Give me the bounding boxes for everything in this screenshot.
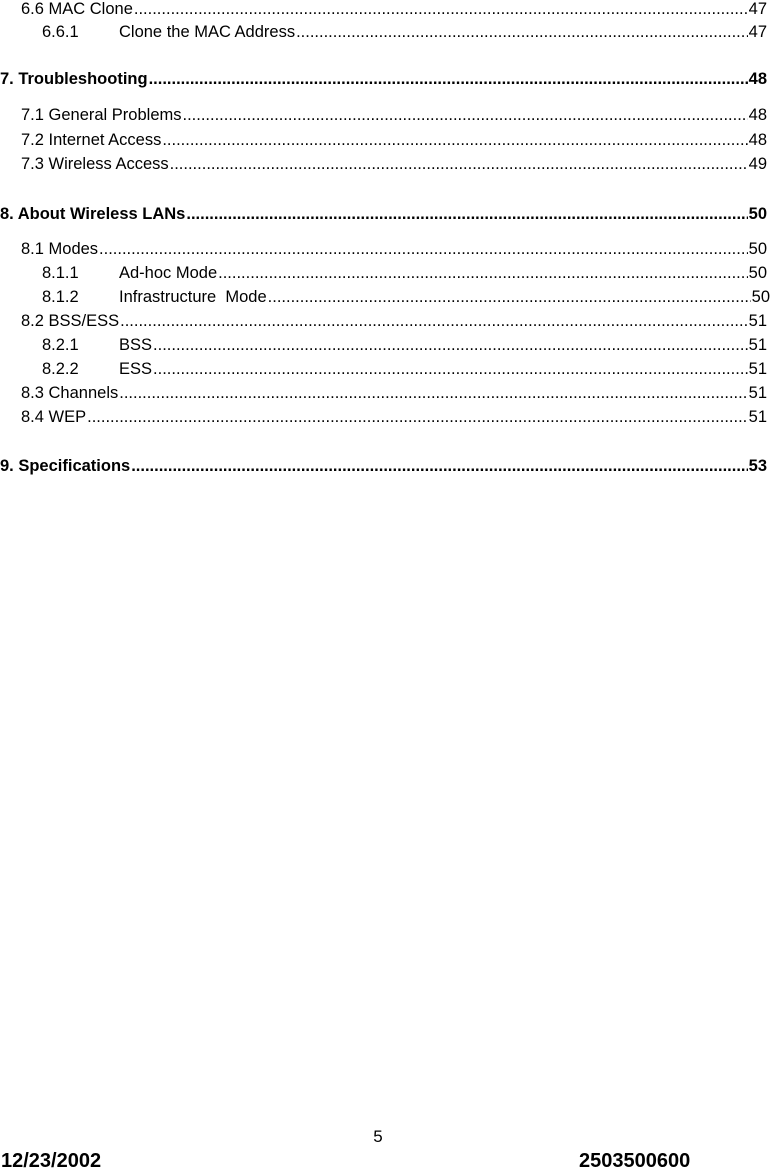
toc-entry-7-3[interactable] [21, 153, 767, 175]
toc-leader-dots [268, 286, 751, 308]
toc-entry-6-6[interactable] [21, 0, 767, 20]
toc-entry-title: 8.4 WEP [21, 408, 87, 426]
toc-entry-8-1-2[interactable] [42, 286, 770, 308]
toc-entry-page: 51 [748, 360, 767, 378]
toc-entry-title: BSS [119, 336, 153, 354]
toc-entry-page: 48 [748, 70, 767, 88]
toc-leader-dots [153, 334, 748, 356]
toc-entry-8-4[interactable] [21, 406, 767, 428]
toc-entry-title: 7.1 General Problems [21, 106, 182, 124]
toc-entry-page: 49 [748, 155, 767, 173]
toc-entry-7-2[interactable] [21, 129, 767, 151]
toc-leader-dots [296, 21, 748, 43]
toc-entry-page: 51 [748, 408, 767, 426]
toc-leader-dots [183, 104, 748, 126]
toc-entry-title: 8. About Wireless LANs [0, 205, 186, 223]
toc-entry-title: Clone the MAC Address [119, 23, 296, 41]
toc-leader-dots [134, 0, 748, 20]
toc-leader-dots [162, 129, 747, 151]
toc-entry-title: 7.2 Internet Access [21, 131, 162, 149]
toc-entry-page: 50 [748, 205, 767, 223]
toc-entry-page: 50 [751, 288, 770, 306]
toc-leader-dots [87, 406, 748, 428]
toc-entry-8-2-1[interactable] [42, 334, 767, 356]
footer-date: 12/23/2002 [1, 1150, 102, 1172]
toc-entry-number: 8.2.1 [42, 336, 79, 354]
toc-entry-number: 8.2.2 [42, 360, 79, 378]
toc-entry-page: 53 [748, 457, 767, 475]
toc-entry-page: 47 [748, 0, 767, 18]
toc-leader-dots [186, 203, 747, 225]
toc-entry-8-2-2[interactable] [42, 358, 767, 380]
toc-entry-page: 51 [748, 384, 767, 402]
toc-entry-number: 8.1.2 [42, 288, 79, 306]
toc-entry-8-1-1[interactable] [42, 262, 767, 284]
toc-entry-number: 8.1.1 [42, 264, 79, 282]
toc-leader-dots [149, 68, 748, 90]
toc-entry-title: 8.3 Channels [21, 384, 119, 402]
toc-entry-page: 48 [748, 106, 767, 124]
toc-entry-title: 6.6 MAC Clone [21, 0, 133, 18]
toc-entry-6-6-1[interactable] [42, 21, 767, 43]
footer-document-code: 2503500600 [579, 1150, 691, 1172]
toc-entry-title: Infrastructure Mode [119, 288, 267, 306]
toc-entry-title: 7.3 Wireless Access [21, 155, 169, 173]
toc-leader-dots [99, 238, 748, 260]
toc-entry-number: 6.6.1 [42, 23, 79, 41]
toc-entry-8-3[interactable] [21, 382, 767, 404]
toc-entry-page: 51 [748, 312, 767, 330]
toc-entry-page: 51 [748, 336, 767, 354]
toc-leader-dots [153, 358, 748, 380]
toc-entry-title: 8.2 BSS/ESS [21, 312, 120, 330]
toc-leader-dots [170, 153, 748, 175]
toc-entry-title: 8.1 Modes [21, 240, 99, 258]
page-number: 5 [373, 1127, 383, 1146]
toc-entry-page: 50 [748, 264, 767, 282]
toc-entry-page: 50 [748, 240, 767, 258]
toc-leader-dots [120, 310, 748, 332]
toc-entry-title: 7. Troubleshooting [0, 70, 148, 88]
toc-entry-title: ESS [119, 360, 153, 378]
toc-leader-dots [218, 262, 748, 284]
toc-entry-page: 47 [748, 23, 767, 41]
toc-entry-7[interactable] [0, 68, 767, 90]
toc-entry-8-1[interactable] [21, 238, 767, 260]
toc-entry-8-2[interactable] [21, 310, 767, 332]
toc-entry-7-1[interactable] [21, 104, 767, 126]
toc-entry-title: Ad-hoc Mode [119, 264, 218, 282]
toc-entry-9[interactable] [0, 455, 767, 477]
toc-entry-8[interactable] [0, 203, 767, 225]
toc-entry-page: 48 [748, 131, 767, 149]
toc-entry-title: 9. Specifications [0, 457, 131, 475]
toc-leader-dots [131, 455, 747, 477]
toc-leader-dots [119, 382, 747, 404]
